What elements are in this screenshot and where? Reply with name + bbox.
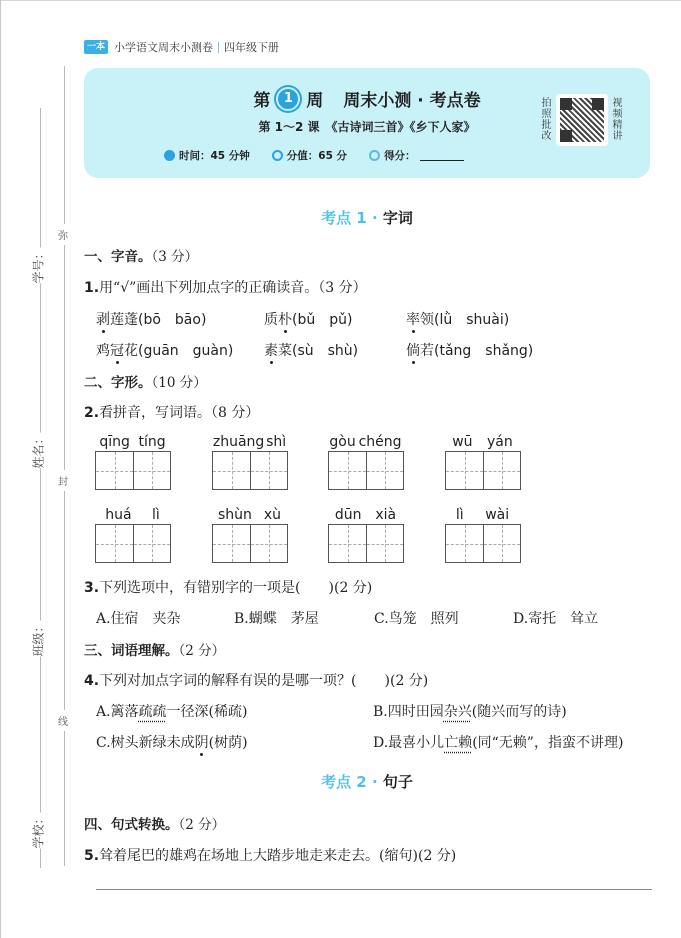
qr-code[interactable] [556, 94, 608, 146]
time-label: 时间：45 分钟 [179, 150, 250, 162]
answer-line[interactable] [96, 889, 652, 890]
qr-block [541, 94, 623, 146]
question-1 [84, 277, 367, 297]
writing-cell[interactable] [446, 525, 483, 562]
part-4-title [84, 813, 225, 833]
q1-item-6[interactable]: 倘若(tǎng shǎng) [406, 343, 534, 359]
writing-cell[interactable] [366, 525, 403, 562]
writing-cell[interactable] [250, 525, 287, 562]
score-blank[interactable] [420, 150, 464, 161]
title-main: 周末小测 · 考点卷 [343, 91, 481, 111]
outer-binding-line [40, 108, 41, 868]
got-score-info [369, 148, 464, 163]
title-week-suffix: 周 [306, 91, 324, 111]
pinyin-grid-8: lì wài [445, 506, 521, 563]
q4-option-b[interactable]: B.四时田园杂兴(随兴而写的诗) [373, 704, 567, 720]
question-3 [84, 577, 372, 597]
pinyin-choice: (sù shù) [292, 343, 359, 359]
writing-cell[interactable] [329, 525, 366, 562]
qr-caption-left: 拍照批改 [541, 98, 552, 142]
time-info [164, 148, 250, 163]
question-2-text: 看拼音，写词语。（8 分） [99, 405, 260, 421]
question-1-number: 1. [84, 280, 100, 296]
pinyin-grid-3: gòu chéng [328, 433, 404, 490]
writing-cell[interactable] [483, 525, 520, 562]
seal-char-feng: 封 [58, 470, 68, 491]
writing-cell[interactable] [213, 452, 250, 489]
got-score-label: 得分： [384, 150, 416, 162]
q4-option-a[interactable]: A.篱落疏疏一径深(稀疏) [96, 704, 248, 720]
page-edge-top [0, 0, 681, 1]
section-1-name: 字词 [382, 209, 413, 227]
writing-cell[interactable] [133, 525, 170, 562]
page-edge-left [0, 0, 1, 938]
q1-item-4[interactable]: 鸡冠花(guān guàn) [96, 343, 234, 359]
question-2 [84, 402, 259, 422]
question-4-text: 下列对加点字词的解释有误的是哪一项？( )(2 分) [99, 673, 429, 689]
part-1-heading: 一、字音。 [84, 249, 152, 265]
part-2-title [84, 371, 207, 391]
pinyin-choice: (bǔ pǔ) [292, 312, 353, 328]
writing-cell[interactable] [96, 525, 133, 562]
pinyin-grid-5: huá lì [95, 506, 171, 563]
question-3-text: 下列选项中，有错别字的一项是( )(2 分) [99, 580, 373, 596]
inner-seal-line [64, 66, 65, 866]
score-label: 分值：65 分 [286, 150, 348, 162]
question-5-number: 5. [84, 848, 100, 864]
score-info [272, 148, 347, 163]
part-2-points: （10 分） [151, 375, 207, 391]
target-icon [369, 150, 380, 161]
pinyin-grid-2: zhuāng shì [212, 433, 288, 490]
q1-item-3[interactable]: 率领(lǜ shuài) [406, 312, 510, 328]
dotted-char: 率 [406, 312, 420, 328]
header-divider [218, 42, 219, 53]
test-meta [164, 148, 486, 163]
section-2-name: 句子 [382, 773, 413, 791]
dotted-char: 阴 [194, 735, 209, 751]
writing-cell[interactable] [133, 452, 170, 489]
q1-item-5[interactable]: 素菜(sù shù) [264, 343, 359, 359]
writing-cell[interactable] [329, 452, 366, 489]
question-4 [84, 670, 428, 690]
seal-char-mi: 弥 [58, 224, 68, 245]
writing-cell[interactable] [213, 525, 250, 562]
pinyin-grid-4: wū yán [445, 433, 521, 490]
part-4-heading: 四、句式转换。 [84, 817, 179, 833]
week-number-badge: 1 [276, 87, 300, 111]
section-heading-1 [84, 207, 650, 228]
dotted-char: 冠 [110, 343, 124, 359]
dotted-chars: 亡赖 [444, 735, 473, 751]
test-banner [84, 68, 650, 178]
brand-logo: 一本 [84, 40, 108, 54]
q3-option-c[interactable]: C.鸟笼 照列 [374, 611, 459, 627]
dotted-chars: 杂兴 [443, 704, 472, 720]
q3-option-b[interactable]: B.蝴蝶 茅屋 [234, 611, 319, 627]
part-3-points: （2 分） [178, 643, 226, 659]
writing-cell[interactable] [446, 452, 483, 489]
pinyin-choice: (lǜ shuài) [434, 312, 510, 328]
writing-cell[interactable] [366, 452, 403, 489]
question-2-number: 2. [84, 405, 100, 421]
qr-code-icon [560, 98, 604, 142]
q4-option-c[interactable]: C.树头新绿未成阴(树荫) [96, 735, 248, 751]
question-5-text: 耸着尾巴的雄鸡在场地上大踏步地走来走去。(缩句)(2 分) [99, 848, 457, 864]
dotted-chars: 疏疏 [138, 704, 167, 720]
dotted-char: 剥 [96, 312, 110, 328]
title-prefix: 第 [253, 91, 271, 111]
writing-cell[interactable] [483, 452, 520, 489]
pinyin-grid-7: dūn xià [328, 506, 404, 563]
pinyin-grid-6: shùn xù [212, 506, 288, 563]
q1-item-1[interactable]: 剥莲蓬(bō bāo) [96, 312, 207, 328]
student-id-field[interactable]: 学号： [28, 247, 49, 283]
part-3-heading: 三、词语理解。 [84, 643, 179, 659]
part-1-title [84, 245, 198, 265]
grade-label: 四年级下册 [224, 41, 280, 54]
pinyin-choice: (bō bāo) [138, 312, 207, 328]
section-2-label: 考点 2 · [321, 773, 383, 791]
lesson-subtitle: 第 1～2 课 《古诗词三首》《乡下人家》 [258, 120, 476, 134]
part-3-title [84, 639, 225, 659]
part-4-points: （2 分） [178, 817, 226, 833]
question-1-text: 用“√”画出下列加点字的正确读音。（3 分） [99, 280, 367, 296]
part-1-points: （3 分） [151, 249, 199, 265]
dotted-char: 素 [264, 343, 278, 359]
question-5 [84, 845, 456, 865]
alarm-clock-icon [164, 150, 175, 161]
question-3-number: 3. [84, 580, 100, 596]
pinyin-choice: (guān guàn) [138, 343, 234, 359]
section-1-label: 考点 1 · [321, 209, 383, 227]
award-ribbon-icon [272, 150, 283, 161]
school-field[interactable]: 学校： [28, 812, 49, 848]
qr-caption-right: 视频精讲 [612, 98, 623, 142]
question-4-number: 4. [84, 673, 100, 689]
writing-cell[interactable] [250, 452, 287, 489]
seal-char-xian: 线 [58, 710, 68, 731]
class-field[interactable]: 班级： [28, 620, 49, 656]
q4-option-d[interactable]: D.最喜小儿亡赖(同“无赖”，指蛮不讲理) [373, 735, 624, 751]
student-name-field[interactable]: 姓名： [28, 432, 49, 468]
dotted-char: 倘 [406, 343, 420, 359]
part-2-heading: 二、字形。 [84, 375, 152, 391]
pinyin-grid-1: qīng tíng [95, 433, 171, 490]
writing-cell[interactable] [96, 452, 133, 489]
q1-item-2[interactable]: 质朴(bǔ pǔ) [264, 312, 353, 328]
q3-option-d[interactable]: D.寄托 耸立 [513, 611, 599, 627]
q3-option-a[interactable]: A.住宿 夹杂 [96, 611, 181, 627]
series-title: 小学语文周末小测卷 [114, 41, 214, 54]
pinyin-choice: (tǎng shǎng) [434, 343, 534, 359]
section-heading-2 [84, 771, 650, 792]
dotted-char: 朴 [278, 312, 292, 328]
running-header [84, 39, 279, 55]
